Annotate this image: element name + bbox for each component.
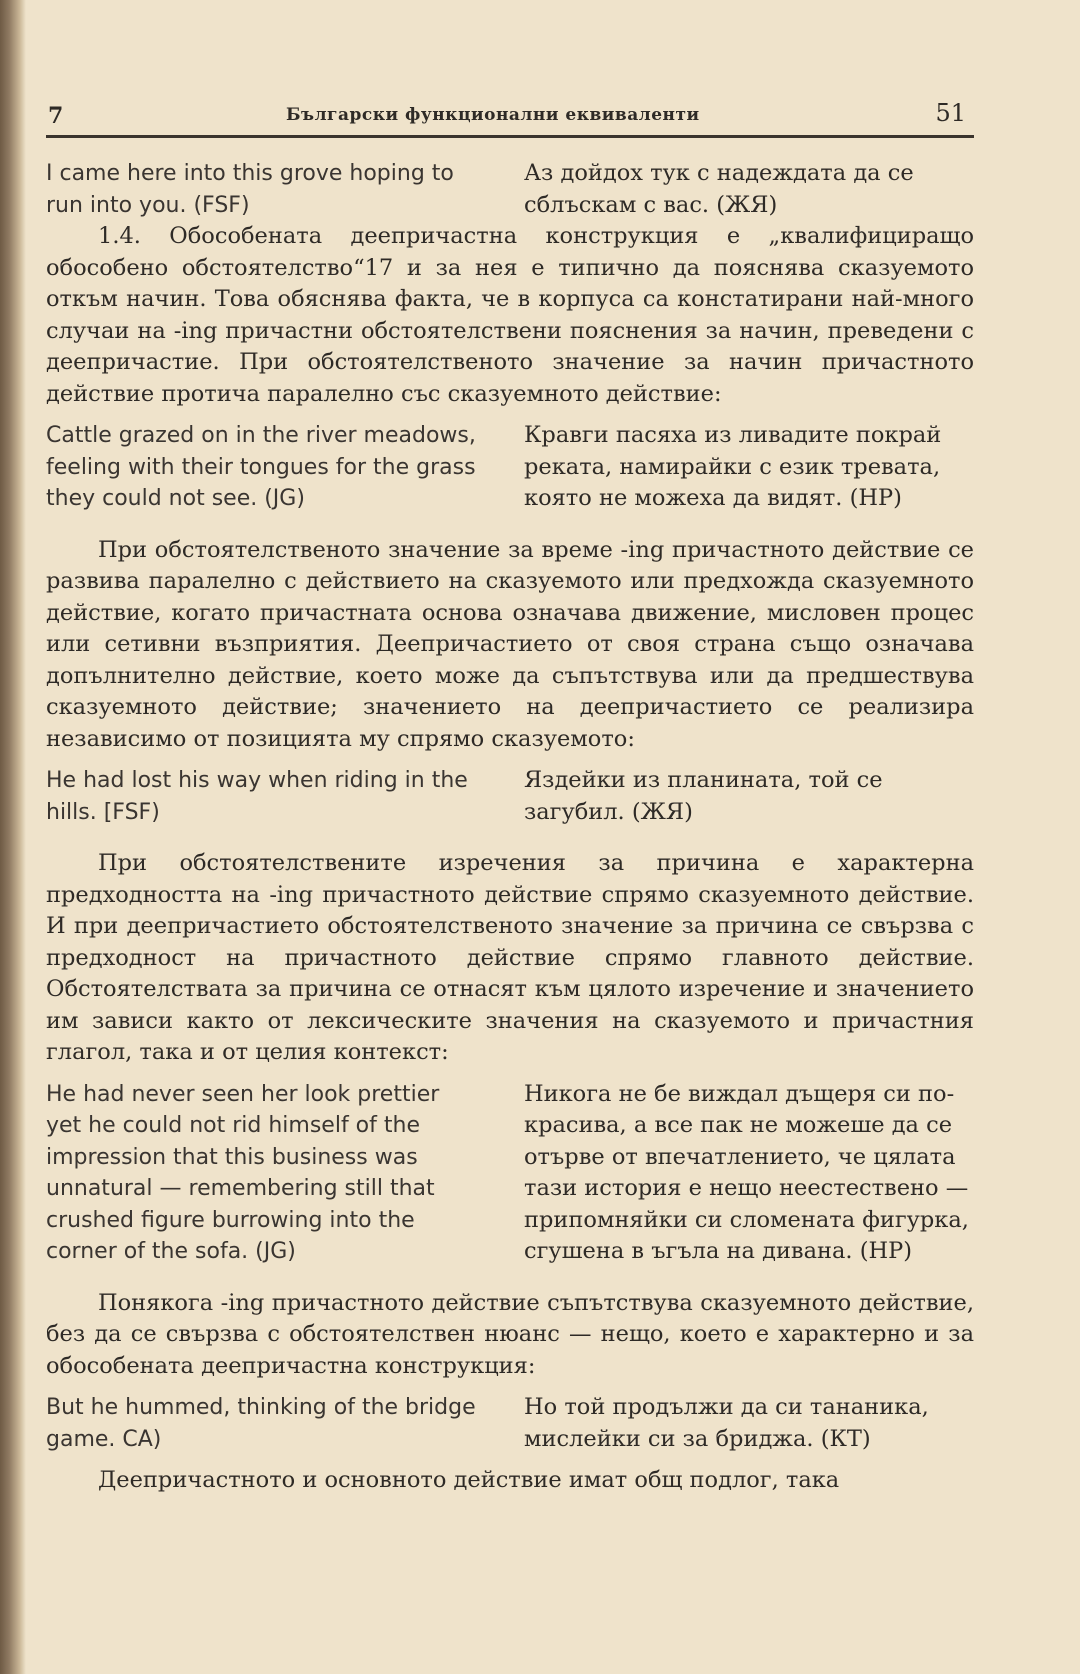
- paragraph-2: При обстоятелственото значение за време -ing причастното действие се развива паралелно с действието на сказуемото или предхожда сказуемното действие, когато причастната основа означава движение, мисловен процес или сетивни възприятия. Деепричастието от своя страна също означава допълнително действие, което може да съпътствува или да предшествува сказуемното действие; значението на деепричастието се реализира независимо от позицията му спрямо сказуемото:: [46, 536, 974, 752]
- running-title: Български функционални еквиваленти: [286, 105, 700, 125]
- example-2-bulgarian: Кравги пасяха из ливадите покрай реката, намирайки с език тревата, която не можеха да видят. (НР): [524, 422, 942, 511]
- chapter-number: 7: [48, 103, 64, 129]
- running-header: [46, 95, 974, 138]
- paragraph-4: Понякога -ing причастното действие съпътствува сказуемното действие, без да се свързва с обстоятелствен нюанс — нещо, което е характерно и за обособената деепричастна конструкция:: [46, 1289, 974, 1379]
- example-3-bulgarian: Яздейки из планината, той се загубил. (ЖЯ): [524, 767, 883, 825]
- page-number: 51: [935, 99, 966, 127]
- example-1-bulgarian: Аз дойдох тук с надеждата да се сблъскам с вас. (ЖЯ): [524, 160, 914, 218]
- page-body: [46, 158, 974, 1497]
- example-4: [46, 1079, 974, 1268]
- example-1: [46, 158, 974, 221]
- page: [46, 95, 974, 1497]
- example-5-english: But he hummed, thinking of the bridge game. CA): [46, 1395, 476, 1452]
- paragraph-3: При обстоятелствените изречения за причина е характерна предходността на -ing причастното действие спрямо сказуемното действие. И при деепричастието обстоятелственото значение за причина се свързва с предходност на причастното действие спрямо главното действие. Обстоятелствата за причина се отнасят към цялото изречение и значението им зависи както от лексическите значения на сказуемото и причастния глагол, така и от целия контекст:: [46, 850, 974, 1065]
- example-5: [46, 1392, 974, 1455]
- example-4-english: He had never seen her look prettier yet he could not rid himself of the impression that this business was unnatural — remembering still that crushed figure burrowing into the corner of the sofa. (JG): [46, 1081, 440, 1264]
- example-3: [46, 765, 974, 828]
- example-2: [46, 420, 974, 515]
- example-2-english: Cattle grazed on in the river meadows, feeling with their tongues for the grass they could not see. (JG): [46, 423, 476, 511]
- paragraph-5: Деепричастното и основното действие имат общ подлог, така: [98, 1467, 840, 1493]
- example-5-bulgarian: Но той продължи да си тананика, мислейки си за бриджа. (КТ): [524, 1394, 929, 1452]
- example-1-english: I came here into this grove hoping to run into you. (FSF): [46, 161, 454, 218]
- example-4-bulgarian: Никога не бе виждал дъщеря си по-красива, а все пак не можеше да се отърве от впечатлението, че цялата тази история е нещо неестествено — припомняйки си сломената фигурка, сгушена в ъгъла на дивана. (НР): [524, 1080, 969, 1264]
- paragraph-1: 1.4. Обособената деепричастна конструкция е „квалифициращо обособено обстоятелство“17 и за нея е типично да пояснява сказуемото откъм начин. Това обяснява факта, че в корпуса са констатирани най-много случаи на -ing причастни обстоятелствени пояснения за начин, преведени с деепричастие. При обстоятелственото значение за начин причастното действие протича паралелно със сказуемното действие:: [46, 223, 974, 407]
- book-spine-shadow: [0, 0, 26, 1674]
- example-3-english: He had lost his way when riding in the hills. [FSF): [46, 768, 468, 825]
